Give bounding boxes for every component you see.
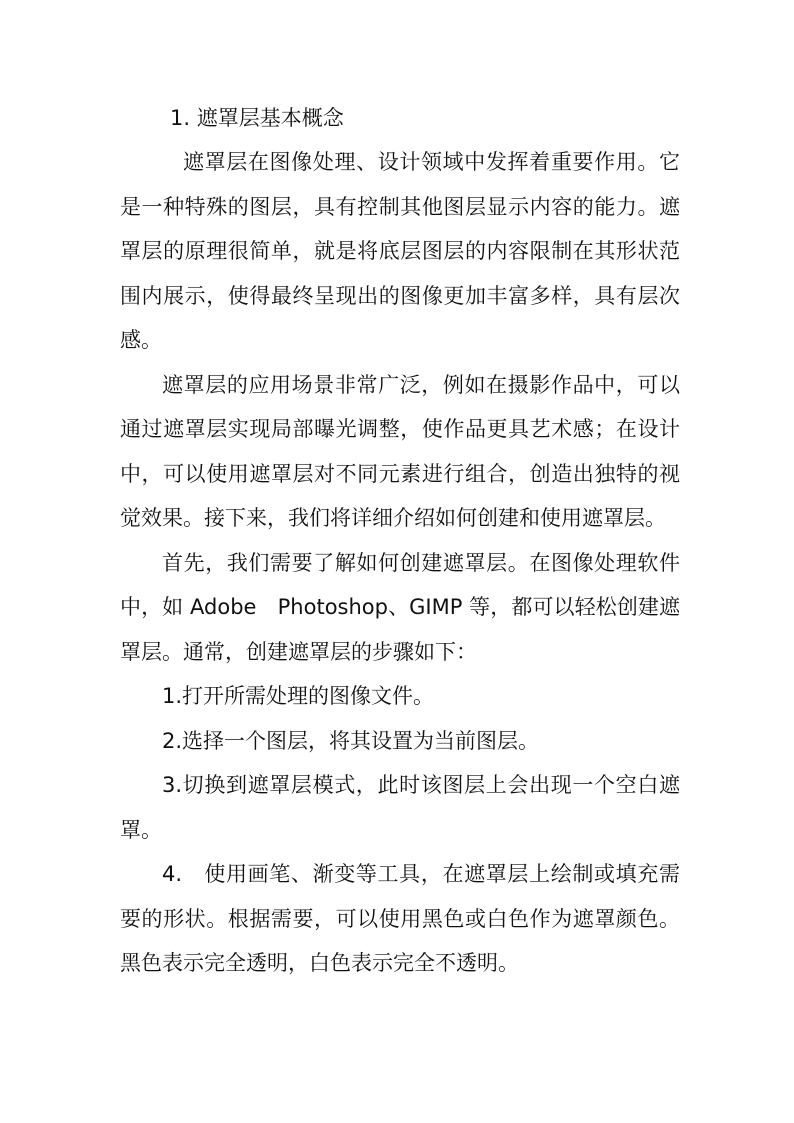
paragraph-intro: 遮罩层在图像处理、设计领域中发挥着重要作用。它是一种特殊的图层，具有控制其他图层显示内容的能力。遮罩层的原理很简单，就是将底层图层的内容限制在其形状范围内展示，使得最终呈现出的图像更加丰富多样，具有层次感。 [120,150,680,352]
section-heading: 1. 遮罩层基本概念 [170,106,344,130]
document-page [120,96,680,986]
step-2: 2.选择一个图层，将其设置为当前图层。 [162,728,540,753]
paragraph-applications: 遮罩层的应用场景非常广泛，例如在摄影作品中，可以通过遮罩层实现局部曝光调整，使作品更具艺术感；在设计中，可以使用遮罩层对不同元素进行组合，创造出独特的视觉效果。接下来，我们将详细介绍如何创建和使用遮罩层。 [120,372,680,530]
step-4: 4. 使用画笔、渐变等工具，在遮罩层上绘制或填充需要的形状。根据需要，可以使用黑色或白色作为遮罩颜色。黑色表示完全透明，白色表示完全不透明。 [120,862,680,975]
step-3: 3.切换到遮罩层模式，此时该图层上会出现一个空白遮罩。 [120,773,680,842]
paragraph-creation: 首先，我们需要了解如何创建遮罩层。在图像处理软件中，如 Adobe Photoshop、GIMP 等，都可以轻松创建遮罩层。通常，创建遮罩层的步骤如下： [120,550,680,664]
step-1: 1.打开所需处理的图像文件。 [162,684,435,708]
